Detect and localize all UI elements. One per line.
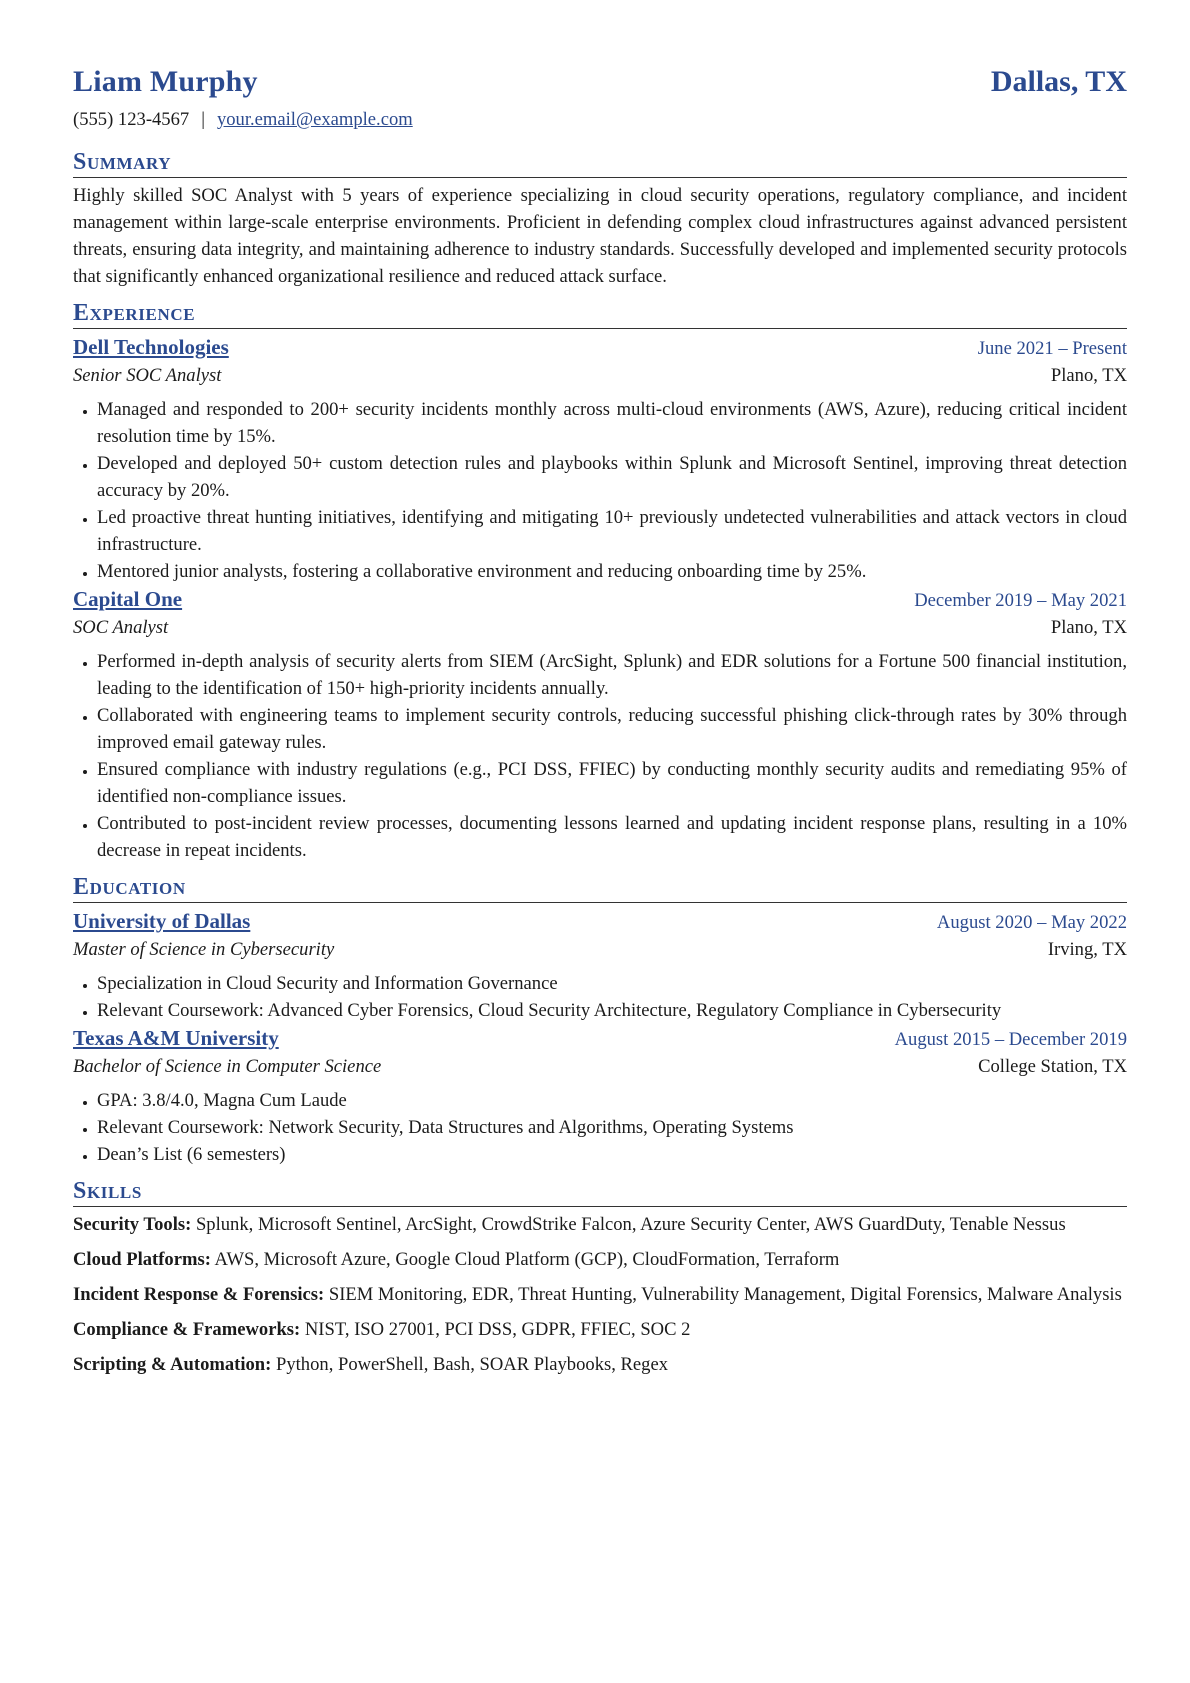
list-item: • Dean’s List (6 semesters) <box>97 1141 1127 1168</box>
skill-value: NIST, ISO 27001, PCI DSS, GDPR, FFIEC, SOC 2 <box>304 1319 691 1340</box>
job-bullets <box>73 396 1127 585</box>
list-item: • Specialization in Cloud Security and Information Governance <box>97 970 1127 997</box>
list-item: • Mentored junior analysts, fostering a collaborative environment and reducing onboarding time by 25%. <box>97 558 1127 585</box>
email-link[interactable]: your.email@example.com <box>216 109 413 130</box>
experience-heading: Experience <box>73 298 1127 329</box>
school-dates: August 2020 – May 2022 <box>936 912 1127 933</box>
list-item: • Performed in-depth analysis of security alerts from SIEM (ArcSight, Splunk) and EDR solutions for a Fortune 500 financial institution, leading to the identification of 150+ high-priority incidents annually. <box>97 648 1127 702</box>
list-item: • Relevant Coursework: Network Security, Data Structures and Algorithms, Operating Systems <box>97 1114 1127 1141</box>
job-role: SOC Analyst <box>73 617 169 638</box>
skill-line-cloud-platforms <box>73 1246 1127 1273</box>
job-location: Plano, TX <box>1050 617 1127 638</box>
skills-heading: Skills <box>73 1176 1127 1207</box>
list-item: • Managed and responded to 200+ security incidents monthly across multi-cloud environments (AWS, Azure), reducing critical incident resolution time by 15%. <box>97 396 1127 450</box>
school-bullets <box>73 970 1127 1024</box>
job-dates: June 2021 – Present <box>977 338 1127 359</box>
school-bullets <box>73 1087 1127 1168</box>
contact-line <box>73 106 1127 133</box>
skill-line-scripting <box>73 1351 1127 1378</box>
list-item: • Ensured compliance with industry regulations (e.g., PCI DSS, FFIEC) by conducting monthly security audits and remediating 95% of identified non-compliance issues. <box>97 756 1127 810</box>
list-item: • Developed and deployed 50+ custom detection rules and playbooks within Splunk and Microsoft Sentinel, improving threat detection accuracy by 20%. <box>97 450 1127 504</box>
degree: Bachelor of Science in Computer Science <box>73 1056 382 1077</box>
summary-heading: Summary <box>73 147 1127 178</box>
list-item: • Contributed to post-incident review processes, documenting lessons learned and updating incident response plans, resulting in a 10% decrease in repeat incidents. <box>97 810 1127 864</box>
skill-line-security-tools <box>73 1211 1127 1238</box>
job-bullets <box>73 648 1127 864</box>
skill-line-incident-response <box>73 1281 1127 1308</box>
school-link[interactable]: University of Dallas <box>73 909 251 933</box>
phone-number: (555) 123-4567 <box>73 109 190 130</box>
job-location: Plano, TX <box>1050 365 1127 386</box>
skill-label: Cloud Platforms: <box>73 1249 211 1270</box>
skill-line-compliance <box>73 1316 1127 1343</box>
skill-label: Incident Response & Forensics: <box>73 1284 325 1305</box>
education-entry-dallas <box>73 907 1127 1024</box>
skill-value: Splunk, Microsoft Sentinel, ArcSight, CrowdStrike Falcon, Azure Security Center, AWS GuardDuty, Tenable Nessus <box>195 1214 1066 1235</box>
school-link[interactable]: Texas A&M University <box>73 1026 279 1050</box>
job-role: Senior SOC Analyst <box>73 365 222 386</box>
resume-header <box>73 62 1127 102</box>
skill-value: AWS, Microsoft Azure, Google Cloud Platform (GCP), CloudFormation, Terraform <box>214 1249 840 1270</box>
experience-entry-dell <box>73 333 1127 585</box>
company-link[interactable]: Capital One <box>73 587 183 611</box>
list-item: • GPA: 3.8/4.0, Magna Cum Laude <box>97 1087 1127 1114</box>
candidate-location: Dallas, TX <box>990 65 1127 98</box>
skill-label: Security Tools: <box>73 1214 192 1235</box>
skill-value: SIEM Monitoring, EDR, Threat Hunting, Vulnerability Management, Digital Forensics, Malware Analysis <box>328 1284 1122 1305</box>
job-dates: December 2019 – May 2021 <box>914 590 1127 611</box>
skill-label: Scripting & Automation: <box>73 1354 272 1375</box>
experience-entry-capital-one <box>73 585 1127 864</box>
list-item: • Collaborated with engineering teams to implement security controls, reducing successful phishing click-through rates by 30% through improved email gateway rules. <box>97 702 1127 756</box>
education-entry-tamu <box>73 1024 1127 1168</box>
school-location: Irving, TX <box>1047 939 1127 960</box>
skill-value: Python, PowerShell, Bash, SOAR Playbooks, Regex <box>276 1354 669 1375</box>
school-dates: August 2015 – December 2019 <box>894 1029 1127 1050</box>
education-heading: Education <box>73 872 1127 903</box>
list-item: • Led proactive threat hunting initiatives, identifying and mitigating 10+ previously undetected vulnerabilities and attack vectors in cloud infrastructure. <box>97 504 1127 558</box>
summary-text: Highly skilled SOC Analyst with 5 years of experience specializing in cloud security operations, regulatory compliance, and incident management within large-scale enterprise environments. Proficient in defending complex cloud infrastructures against advanced persistent threats, ensuring data integrity, and maintaining adherence to industry standards. Successfully developed and implemented security protocols that significantly enhanced organizational resilience and reduced attack surface. <box>73 185 1127 287</box>
skill-label: Compliance & Frameworks: <box>73 1319 301 1340</box>
degree: Master of Science in Cybersecurity <box>73 939 335 960</box>
contact-separator: | <box>201 109 205 130</box>
candidate-name: Liam Murphy <box>73 65 258 98</box>
company-link[interactable]: Dell Technologies <box>73 335 229 359</box>
school-location: College Station, TX <box>978 1056 1127 1077</box>
list-item: • Relevant Coursework: Advanced Cyber Forensics, Cloud Security Architecture, Regulatory Compliance in Cybersecurity <box>97 997 1127 1024</box>
resume-page <box>73 62 1127 1378</box>
